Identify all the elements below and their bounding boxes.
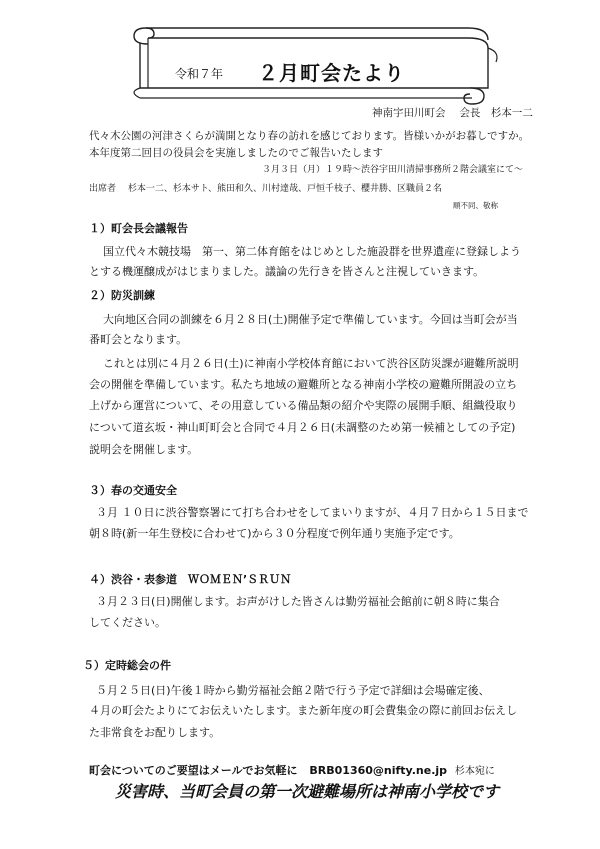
era-label: 令和７年 — [175, 67, 224, 81]
section-line: 上げから運営について、その用意している備品類の紹介や実際の展開手順、組織役取り — [89, 399, 518, 412]
section-line: ３月２３日(日)開催します。お声がけした皆さんは勤労福祉会館前に朝８時に集合 — [96, 595, 500, 608]
section-heading-1: １）町会長会議報告 — [89, 222, 188, 235]
section-line: ３月 １０日に渋谷警察署にて打ち合わせをしてまいりますが、４月７日から１５日まで — [96, 506, 529, 519]
section-line: 国立代々木競技場 第一、第二体育館をはじめとした施設群を世界遺産に登録しよう — [103, 245, 521, 258]
section-line: について道玄坂・神山町町会と合同で４月２６日(未調整のため第一候補としての予定) — [89, 421, 516, 434]
page-title: ２月町会たより — [258, 61, 405, 85]
section-line: してください。 — [89, 616, 166, 629]
section-line: 番町会となります。 — [89, 333, 188, 346]
section-heading-2: ２）防災訓練 — [89, 289, 155, 302]
section-line: これとは別に４月２６日(土)に神南小学校体育館において渋谷区防災課が避難所説明 — [103, 357, 519, 370]
intro-line: 本年度第二回目の役員会を実施しましたのでご報告いたします — [89, 147, 383, 159]
section-line: た非常食をお配りします。 — [89, 726, 221, 739]
section-line: 朝８時(新一年生登校に合わせて)から３０分程度で例年通り実施予定です。 — [89, 527, 460, 540]
attendees: 出席者 杉本一二、杉本サト、熊田和久、川村達哉、戸恒千枝子、櫻井勝、区職員２名 — [89, 184, 443, 194]
section-heading-5: ５）定時総会の件 — [83, 659, 171, 672]
attendees-note: 順不同、敬称 — [453, 201, 498, 210]
section-line: とする機運醸成がはじまりました。議論の先行きを皆さんと注視していきます。 — [89, 265, 485, 278]
section-line: 会の開催を準備しています。私たち地域の避難所となる神南小学校の避難所開設の立ち — [89, 378, 518, 391]
intro-line: 代々木公園の河津さくらが満開となり春の訪れを感じております。皆様いかがお暮しですか。 — [89, 130, 530, 142]
meeting-info: ３月３日（月）１９時～渋谷宇田川清掃事務所２階会議室にて～ — [262, 165, 524, 175]
section-line: 説明会を開催します。 — [89, 443, 199, 456]
evacuation-motto: 災害時、当町会員の第一次避難場所は神南小学校です — [115, 782, 500, 801]
section-line: ５月２５日(日)午後１時から勤労福祉会館２階で行う予定で詳細は会場確定後、 — [96, 684, 490, 697]
title-banner — [0, 0, 600, 110]
section-line: ４月の町会たよりにてお伝えいたします。また新年度の町会費集金の際に前回お伝えし — [89, 704, 518, 717]
section-line: 大向地区合同の訓練を６月２８日(土)開催予定で準備しています。今回は当町会が当 — [103, 313, 518, 326]
contact-suffix: 杉本宛に — [454, 766, 495, 777]
section-heading-4: ４）渋谷・表参道 ＷＯＭＥＮ’ＳＲＵＮ — [89, 573, 292, 586]
scroll-banner-graphic — [0, 0, 600, 110]
section-heading-3: ３）春の交通安全 — [89, 484, 177, 497]
contact-prefix: 町会についてのご要望はメールでお気軽に — [89, 764, 298, 777]
author-line: 神南宇田川町会 会長 杉本一二 — [372, 107, 533, 119]
contact-email-link[interactable]: BRB01360@nifty.ne.jp — [309, 764, 448, 777]
contact-line — [89, 762, 495, 778]
